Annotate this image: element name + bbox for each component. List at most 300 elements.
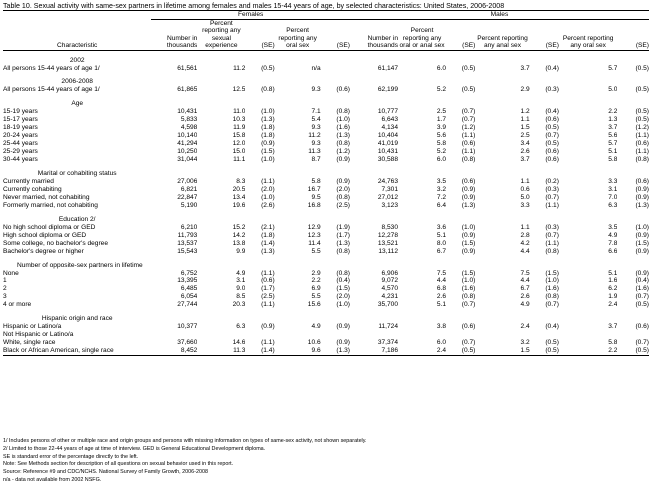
table-cell: 13.4	[232, 193, 246, 201]
table-cell: (0.4)	[635, 277, 649, 285]
table-cell: 6.0	[436, 156, 447, 164]
table-cell: 35,700	[377, 301, 399, 309]
col-m-number: Number in thousands	[350, 19, 398, 50]
table-cell: 1.6	[608, 277, 618, 285]
table-cell: (1.1)	[545, 239, 559, 247]
table-cell: 5.0	[608, 86, 618, 94]
table-cell: (0.7)	[461, 108, 476, 116]
table-cell: (1.1)	[635, 132, 649, 140]
table-cell: 5.5	[311, 247, 321, 255]
table-cell: 2.9	[520, 86, 530, 94]
section-heading: 2002	[69, 56, 85, 64]
table-cell: 37,374	[377, 339, 399, 347]
table-row	[3, 202, 649, 210]
table-cell	[197, 331, 245, 339]
table-cell: 6.4	[436, 201, 447, 209]
table-cell: 14.6	[232, 339, 246, 347]
row-label: 30-44 years	[3, 156, 38, 164]
table-cell: 1.3	[608, 116, 618, 124]
table-cell: 5.6	[436, 132, 447, 140]
table-cell: (1.4)	[261, 239, 275, 247]
table-cell: 5.6	[608, 132, 618, 140]
table-cell: 1.1	[520, 177, 530, 185]
table-cell: (0.8)	[336, 269, 350, 277]
section-heading-row	[3, 78, 649, 86]
table-cell: 6.8	[436, 285, 447, 293]
table-cell: (1.2)	[461, 124, 476, 132]
table-cell: (0.2)	[545, 177, 559, 185]
table-cell: 6,210	[180, 223, 198, 231]
table-row	[3, 331, 649, 339]
table-cell: 11.3	[308, 148, 321, 156]
table-row	[3, 232, 649, 240]
table-cell: 15.2	[232, 223, 246, 231]
table-cell: (1.5)	[261, 148, 275, 156]
table-cell: (1.0)	[635, 223, 649, 231]
table-cell: 20.5	[232, 185, 246, 193]
table-cell: (1.3)	[261, 247, 275, 255]
table-cell: 3.2	[436, 185, 447, 193]
table-cell: (1.0)	[261, 193, 275, 201]
table-cell: (0.6)	[635, 140, 649, 148]
col-m-oral-anal: Percent reporting any oral or anal sex	[398, 19, 446, 50]
table-cell: (0.8)	[545, 293, 559, 301]
table-cell: (0.5)	[635, 64, 649, 72]
table-cell: (1.3)	[635, 201, 649, 209]
section-heading: Marital or cohabiting status	[37, 170, 117, 178]
table-cell: 0.6	[520, 185, 530, 193]
table-cell	[321, 331, 350, 339]
table-cell: 6,485	[180, 285, 198, 293]
table-cell: (1.6)	[545, 285, 559, 293]
table-cell: (0.8)	[336, 247, 350, 255]
table-cell: (0.9)	[635, 231, 649, 239]
table-cell: (1.5)	[336, 285, 350, 293]
row-label: 2	[3, 285, 7, 293]
table-cell: 3.3	[520, 201, 530, 209]
table-cell: 3.7	[608, 323, 618, 331]
table-cell: 7.8	[608, 239, 618, 247]
table-cell: 8,530	[381, 223, 399, 231]
table-cell: 2.5	[520, 132, 530, 140]
table-cell: 4.2	[520, 239, 530, 247]
table-cell: 1.5	[520, 124, 530, 132]
table-cell: (1.1)	[261, 269, 275, 277]
table-cell: (0.9)	[635, 193, 649, 201]
table-cell: (1.7)	[261, 285, 275, 293]
table-cell: 10.6	[307, 339, 321, 347]
table-cell: 2.6	[436, 293, 447, 301]
table-cell: 5,190	[180, 201, 198, 209]
col-f-sexual: Percent reporting any sexual experience	[197, 19, 245, 50]
row-label: All persons 15-44 years of age 1/	[3, 86, 100, 94]
table-cell: 3.9	[436, 124, 447, 132]
table-cell: (1.8)	[261, 231, 275, 239]
table-cell: 11.9	[233, 124, 246, 132]
table-cell: 62,199	[377, 86, 399, 94]
table-cell: 6,821	[180, 185, 198, 193]
row-label: 25-29 years	[3, 148, 38, 156]
table-cell: 15.8	[232, 132, 246, 140]
table-cell: (1.5)	[545, 269, 559, 277]
row-label: 15-17 years	[3, 116, 38, 124]
table-row	[3, 277, 649, 285]
table-cell: 6.2	[608, 285, 618, 293]
table-cell: (1.0)	[336, 116, 350, 124]
col-m-oral: Percent reporting any oral sex	[559, 19, 618, 50]
table-cell: (0.7)	[545, 301, 559, 309]
table-cell: (1.8)	[261, 132, 275, 140]
table-cell: 9.9	[236, 247, 246, 255]
table-cell: (0.6)	[461, 177, 476, 185]
table-cell: (1.1)	[461, 148, 476, 156]
col-f-se1: (SE)	[245, 19, 274, 50]
table-cell: (0.5)	[635, 116, 649, 124]
table-cell: (0.7)	[461, 301, 476, 309]
table-cell: 10,404	[377, 132, 399, 140]
table-row	[3, 224, 649, 232]
table-row	[3, 148, 649, 156]
table-cell: (2.0)	[336, 293, 350, 301]
table-cell: 9.3	[311, 86, 321, 94]
table-cell: 9.5	[311, 193, 321, 201]
table-cell: 11.4	[308, 239, 321, 247]
table-cell: 10,431	[177, 108, 198, 116]
table-cell: 15,543	[177, 247, 198, 255]
section-heading: Education 2/	[58, 215, 96, 223]
table-cell: 10,377	[177, 323, 198, 331]
table-cell: 61,865	[177, 86, 198, 94]
table-cell: 6,906	[381, 269, 399, 277]
data-table	[3, 10, 649, 356]
table-cell: 61,561	[177, 64, 198, 72]
table-row	[3, 132, 649, 140]
table-cell: 19.6	[232, 201, 246, 209]
table-cell	[446, 331, 475, 339]
table-cell: 2.8	[520, 231, 530, 239]
section-heading-row	[3, 57, 649, 65]
table-cell: 3.7	[520, 156, 530, 164]
table-cell: (0.5)	[635, 108, 649, 116]
table-cell: (0.6)	[635, 177, 649, 185]
table-row	[3, 116, 649, 124]
section-heading-row	[3, 216, 649, 224]
table-cell: 1.1	[520, 223, 530, 231]
table-row	[3, 140, 649, 148]
table-cell: 2.2	[559, 347, 618, 355]
table-cell: 27,744	[177, 301, 198, 309]
table-row	[3, 301, 649, 309]
table-cell: (2.0)	[336, 185, 350, 193]
table-cell: 30,588	[377, 156, 399, 164]
table-cell: (0.8)	[635, 156, 649, 164]
table-cell: (0.6)	[261, 277, 275, 285]
table-cell: (1.1)	[545, 201, 559, 209]
col-m-se1: (SE)	[446, 19, 475, 50]
table-cell: (0.9)	[336, 323, 350, 331]
table-cell: 10,250	[177, 148, 198, 156]
table-cell	[475, 331, 529, 339]
table-cell: 6,752	[180, 269, 198, 277]
row-label: 18-19 years	[3, 124, 38, 132]
col-characteristic: Characteristic	[3, 19, 151, 50]
table-cell: 3.2	[520, 339, 530, 347]
table-cell: 13.8	[232, 239, 246, 247]
table-cell: (2.6)	[261, 201, 275, 209]
table-cell	[617, 331, 649, 339]
table-cell: (0.9)	[461, 247, 476, 255]
table-cell: 8.5	[236, 293, 246, 301]
table-cell: 5.1	[608, 269, 618, 277]
table-cell: 6.9	[311, 285, 321, 293]
table-cell: 20.3	[232, 301, 246, 309]
table-cell: (1.2)	[336, 148, 350, 156]
table-cell: (0.8)	[461, 156, 476, 164]
table-cell: 5.2	[436, 86, 447, 94]
table-cell: 4.4	[520, 277, 530, 285]
table-cell	[350, 331, 398, 339]
females-group-header: Females	[151, 11, 350, 20]
row-label: All persons 15-44 years of age 1/	[3, 64, 100, 72]
table-row	[3, 124, 649, 132]
table-cell: 2.5	[436, 108, 447, 116]
table-cell	[151, 331, 197, 339]
table-cell: 5.4	[311, 116, 321, 124]
footnotes	[3, 438, 367, 485]
table-cell: 7,186	[350, 347, 398, 355]
table-cell: (0.3)	[545, 223, 559, 231]
table-row	[3, 178, 649, 186]
table-cell: 9.3	[311, 124, 321, 132]
table-cell: (0.5)	[530, 347, 559, 355]
table-cell: 1.1	[520, 116, 530, 124]
section-heading: Hispanic origin and race	[41, 315, 113, 323]
col-f-se2: (SE)	[321, 19, 350, 50]
table-cell: 3.7	[608, 124, 618, 132]
table-cell: (0.5)	[261, 64, 275, 72]
table-cell: 1.9	[608, 293, 618, 301]
table-cell: 2.2	[311, 277, 321, 285]
table-cell: 3.4	[520, 140, 530, 148]
table-cell: 6,643	[381, 116, 399, 124]
table-cell	[530, 331, 559, 339]
col-f-number: Number in thousands	[151, 19, 197, 50]
row-label: Currently married	[3, 177, 54, 185]
table-cell: (0.5)	[617, 347, 649, 355]
table-cell: 8.7	[311, 156, 321, 164]
footnote-line: 2/ Limited to those 22-44 years of age at time of interview. GED is General Educational Development diploma.	[3, 445, 266, 452]
table-cell: 11.0	[233, 108, 246, 116]
table-cell: 27,012	[377, 193, 399, 201]
table-cell: n/a	[311, 64, 321, 72]
table-cell: (0.7)	[545, 132, 559, 140]
table-cell: 4,134	[381, 124, 399, 132]
table-cell: 4.9	[608, 231, 618, 239]
table-cell: (0.5)	[545, 140, 559, 148]
row-label: 3	[3, 293, 7, 301]
table-cell: (0.7)	[545, 231, 559, 239]
table-cell: (1.0)	[261, 108, 275, 116]
table-cell: (0.6)	[461, 323, 476, 331]
table-cell: 5.8	[311, 177, 321, 185]
table-cell: (0.4)	[336, 277, 350, 285]
table-cell: (1.6)	[635, 285, 649, 293]
col-m-se3: (SE)	[617, 19, 649, 50]
table-cell: (0.5)	[461, 64, 476, 72]
table-cell: (1.1)	[261, 301, 275, 309]
table-cell: 5.7	[608, 140, 618, 148]
table-row	[3, 108, 649, 116]
table-row	[3, 323, 649, 331]
table-cell: 11.2	[308, 132, 321, 140]
table-cell: 4.4	[520, 247, 530, 255]
table-row	[3, 248, 649, 256]
table-cell: (1.7)	[336, 231, 350, 239]
row-label: Currently cohabiting	[3, 185, 62, 193]
table-cell: 6.0	[436, 64, 447, 72]
table-cell: 4.9	[236, 269, 246, 277]
table-cell: 16.7	[307, 185, 321, 193]
table-cell: 8,452	[151, 347, 197, 355]
table-cell: 13,395	[177, 277, 198, 285]
footnote-line: SE is standard error of the percentage directly to the left.	[3, 453, 139, 460]
col-m-se2: (SE)	[530, 19, 559, 50]
table-cell: 3.6	[436, 223, 447, 231]
table-cell: 31,044	[177, 156, 198, 164]
table-cell: (0.9)	[461, 193, 476, 201]
table-cell: 7.5	[436, 269, 447, 277]
table-cell: (0.5)	[635, 86, 649, 94]
table-cell: 12.9	[307, 223, 321, 231]
table-cell: (2.1)	[261, 223, 275, 231]
section-heading-row	[3, 262, 649, 270]
table-cell: 2.6	[520, 148, 530, 156]
table-cell: (0.8)	[261, 86, 275, 94]
table-cell: 9.6	[275, 347, 321, 355]
table-cell: (1.5)	[461, 239, 476, 247]
table-cell: (1.1)	[461, 132, 476, 140]
row-label: Some college, no bachelor's degree	[3, 239, 108, 247]
table-cell: 10,777	[377, 108, 399, 116]
table-cell	[275, 331, 321, 339]
table-cell: (1.0)	[336, 301, 350, 309]
table-row	[3, 293, 649, 301]
table-cell: (0.7)	[635, 293, 649, 301]
table-cell: 37,660	[177, 339, 198, 347]
table-cell: 2.4	[608, 301, 618, 309]
table-cell: 9.0	[236, 285, 246, 293]
table-cell: 6,054	[180, 293, 198, 301]
table-cell: (0.9)	[336, 156, 350, 164]
table-cell: (1.3)	[461, 201, 476, 209]
table-cell: 2.4	[520, 323, 530, 331]
table-row	[3, 86, 649, 94]
table-cell: 7.2	[436, 193, 447, 201]
table-cell: (0.7)	[635, 339, 649, 347]
table-cell: (1.6)	[336, 124, 350, 132]
table-cell: 3.1	[236, 277, 246, 285]
table-cell: (1.2)	[635, 124, 649, 132]
table-cell: (1.1)	[635, 148, 649, 156]
table-cell: 6.7	[436, 247, 447, 255]
table-cell: (0.9)	[461, 231, 476, 239]
table-cell: 5.8	[608, 339, 618, 347]
table-cell: 11,793	[177, 231, 198, 239]
table-cell: 10.3	[232, 116, 246, 124]
table-cell: (0.3)	[545, 86, 559, 94]
table-cell: (1.8)	[261, 124, 275, 132]
row-label: White, single race	[3, 339, 56, 347]
table-cell: 6.6	[608, 247, 618, 255]
table-cell: 11.3	[197, 347, 245, 355]
table-cell: 3.5	[608, 223, 618, 231]
table-cell: 5.7	[608, 64, 618, 72]
table-cell: (0.9)	[461, 185, 476, 193]
table-cell: 13,537	[177, 239, 198, 247]
table-cell: (1.4)	[245, 347, 274, 355]
table-cell: (0.6)	[336, 86, 350, 94]
table-cell	[398, 331, 446, 339]
table-row	[3, 156, 649, 164]
table-cell: 61,147	[377, 64, 399, 72]
table-cell: (0.9)	[635, 247, 649, 255]
table-cell: 10,431	[377, 148, 399, 156]
table-cell: (1.3)	[336, 132, 350, 140]
table-cell: 11.1	[233, 156, 246, 164]
table-cell: 41,294	[177, 140, 198, 148]
table-cell: 8.0	[436, 239, 447, 247]
table-cell: 3,123	[381, 201, 399, 209]
table-cell: 7.0	[608, 193, 618, 201]
table-row	[3, 285, 649, 293]
table-cell: 4,231	[381, 293, 399, 301]
table-cell: (0.7)	[461, 339, 476, 347]
row-label: 15-19 years	[3, 108, 38, 116]
table-cell: 6.0	[436, 339, 447, 347]
row-label: Not Hispanic or Latino/a	[3, 331, 74, 339]
table-row	[3, 194, 649, 202]
table-cell: (1.9)	[336, 223, 350, 231]
table-cell: 10,140	[177, 132, 198, 140]
row-label: 1	[3, 277, 7, 285]
table-cell: 5.8	[608, 156, 618, 164]
footnote-line: Source: Reference #9 and CDC/NCHS. National Survey of Family Growth, 2006-2008	[3, 469, 208, 476]
table-cell: 4,598	[180, 124, 198, 132]
table-cell: 15.0	[232, 148, 246, 156]
footnote-line: 1/ Includes persons of other or multiple race and origin groups and persons with missing information on types of same-sex activity, not shown separately.	[3, 438, 367, 444]
table-cell: (1.3)	[261, 116, 275, 124]
table-cell: 6.3	[608, 201, 618, 209]
table-cell: 5.1	[436, 231, 447, 239]
table-cell: 1.2	[520, 108, 530, 116]
table-cell: (0.8)	[336, 108, 350, 116]
row-label: Formerly married, not cohabiting	[3, 201, 98, 209]
table-cell: (0.9)	[635, 269, 649, 277]
table-cell: (1.5)	[461, 269, 476, 277]
table-cell: 11.2	[233, 64, 246, 72]
table-row	[3, 240, 649, 248]
table-cell: 5,833	[180, 116, 198, 124]
table-cell: 4,570	[381, 285, 399, 293]
table-cell: (0.4)	[545, 64, 559, 72]
table-cell: 5.5	[311, 293, 321, 301]
table-cell: (0.9)	[261, 323, 275, 331]
table-cell: 3.7	[520, 64, 530, 72]
table-cell: 5.2	[436, 148, 447, 156]
table-cell: (0.5)	[446, 347, 475, 355]
table-cell: (0.8)	[336, 193, 350, 201]
table-cell: 7,301	[381, 185, 399, 193]
